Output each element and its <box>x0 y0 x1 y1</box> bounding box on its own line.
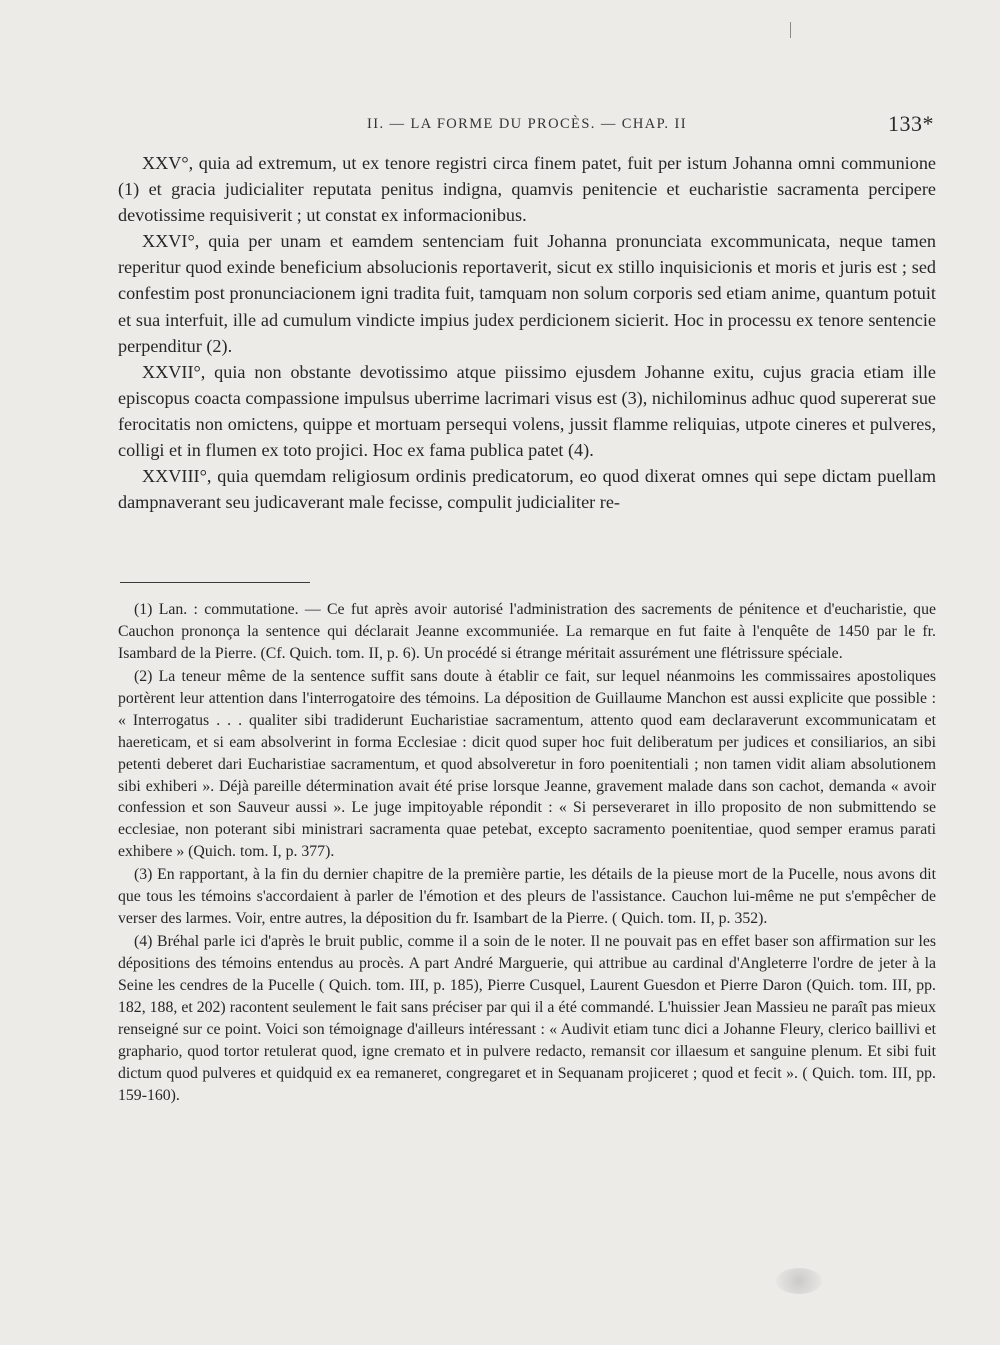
paragraph-xxv: XXV°, quia ad extremum, ut ex tenore registri circa finem patet, fuit per istum Johanna omni communione (1) et gracia judicialiter reputata penitus indigna, quamvis penitencie et eucharistie sacramenta percipere devotissime requisiverit ; ut constat ex informacionibus. <box>118 153 936 226</box>
scan-mark <box>790 22 791 38</box>
footnote-1: (1) Lan. : commutatione. — Ce fut après avoir autorisé l'administration des sacrements de pénitence et d'eucharistie, que Cauchon prononça la sentence qui déclarait Jeanne excommuniée. La remarque en fut faite à l'enquête de 1450 par le fr. Isambard de la Pierre. (Cf. Quich. tom. II, p. 6). Un procédé si étrange méritait assurément une flétrissure spéciale. <box>118 601 936 662</box>
footnote-2: (2) La teneur même de la sentence suffit sans doute à établir ce fait, sur lequel néanmoins les commissaires apostoliques portèrent leur attention dans l'interrogatoire des témoins. La déposition de Guillaume Manchon est aussi explicite que possible : « Interrogatus . . . qualiter sibi tradiderunt Eucharistiae sacramentum, attento quod eam declaraverunt excommunicatam et haereticam, et si eam absolverint in forma Ecclesiae : dicit quod super hoc fuit deliberatum per judices et consiliarios, an sibi petenti deberet dari Eucharistiae sacramentum, et quod absolveretur in foro poenitentiali ; non tamen vidit aliam absolutionem sibi exhiberi ». Déjà pareille détermination avait été prise lorsque Jeanne, gravement malade dans son cachot, demanda « avoir confession et son Sauveur aussi ». Le juge impitoyable répondit : « Si perseveraret in illo proposito de non submittendo se ecclesiae, non poterant sibi ministrari sacramenta quae petebat, excepto sacramento poenitentiae, quod semper eramus parati exhibere » (Quich. tom. I, p. 377). <box>118 668 936 861</box>
footnote-3: (3) En rapportant, à la fin du dernier chapitre de la première partie, les détails de la pieuse mort de la Pucelle, nous avons dit que tous les témoins s'accordaient à parler de l'émotion et des pleurs de l'assistance. Cauchon lui-même ne put s'empêcher de verser des larmes. Voir, entre autres, la déposition du fr. Isambart de la Pierre. ( Quich. tom. II, p. 352). <box>118 866 936 928</box>
paragraph-xxvi: XXVI°, quia per unam et eamdem sentenciam fuit Johanna pronunciata excommunicata, neque tamen reperitur quod exinde beneficium absolucionis reportaverit, sicut ex stillo inquisicionis et moris et juris est ; sed confestim post pronunciacionem igni tradita fuit, tamquam non solum corporis sed etiam anime, quantum potuit et sua interfuit, ille ad cumulum vindicte impius judex perdicionem sicierit. Hoc in processu ex tenore sentencie perpenditur (2). <box>118 231 936 356</box>
paper-speck <box>776 1268 822 1294</box>
page-number: 133* <box>888 111 934 136</box>
page-header <box>118 111 936 138</box>
running-head: II. — LA FORME DU PROCÈS. — CHAP. II <box>367 116 687 132</box>
paragraph-xxvii: XXVII°, quia non obstante devotissimo atque piissimo ejusdem Johanne exitu, cujus gracia etiam ille episcopus coacta compassione impulsus uberrime lacrimari visus est (3), nichilominus adhuc quod supererat sue ferocitatis non omictens, quippe et mortuam persequi volens, jussit flamme reliquias, utpote cineres et pulveres, colligi et in flumen ex toto projici. Hoc ex fama publica patet (4). <box>118 361 936 461</box>
paragraph-xxviii: XXVIII°, quia quemdam religiosum ordinis predicatorum, eo quod dixerat omnes qui sepe dictam puellam dampnaverant seu judicaverant male fecisse, compulit judicialiter re- <box>118 466 936 513</box>
footnotes <box>118 599 936 1108</box>
main-text <box>118 150 936 515</box>
footnote-4: (4) Bréhal parle ici d'après le bruit public, comme il a soin de le noter. Il ne pouvait pas en effet baser son affirmation sur les dépositions des témoins entendus au procès. A part André Marguerie, qui attribue au cardinal d'Angleterre l'ordre de jeter à la Seine les cendres de la Pucelle ( Quich. tom. III, p. 185), Pierre Cusquel, Laurent Guesdon et Pierre Daron (Quich. tom. III, pp. 182, 188, et 202) racontent seulement le fait sans préciser par qui il a été commandé. L'huissier Jean Massieu ne paraît pas mieux renseigné sur ce point. Voici son témoignage d'ailleurs intéressant : « Audivit etiam tunc dici a Johanne Fleury, clerico baillivi et graphario, quod tortor retulerat quod, igne cremato et in pulvere redacto, remansit cor illaesum et sanguine plenum. Et sibi fuit dictum quod pulveres et quidquid ex ea remaneret, congregaret et in Sequanam projiceret ; quod et fecit ». ( Quich. tom. III, pp. 159-160). <box>118 933 936 1104</box>
footnote-rule <box>120 582 310 583</box>
